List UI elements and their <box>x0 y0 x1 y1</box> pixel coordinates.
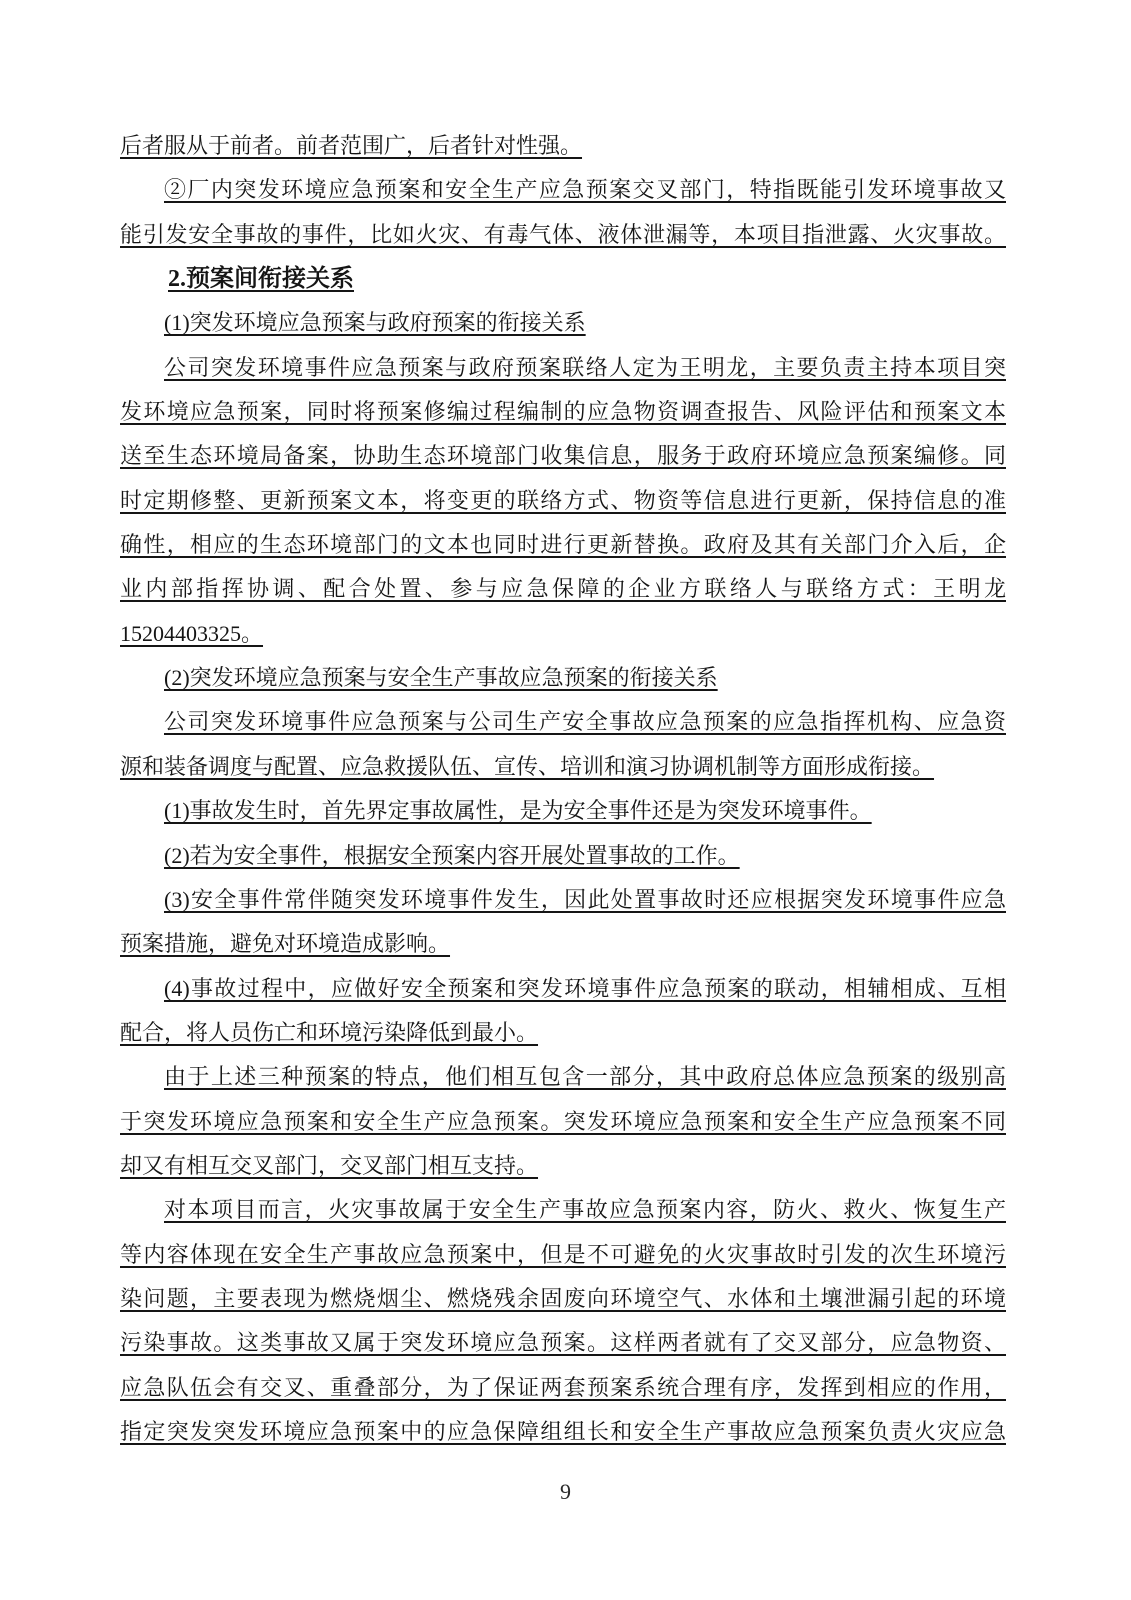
text-line: 由于上述三种预案的特点，他们相互包含一部分，其中政府总体应急预案的级别高 <box>164 1064 1006 1090</box>
text-line: (3)安全事件常伴随突发环境事件发生，因此处置事故时还应根据突发环境事件应急 <box>164 886 1006 912</box>
text-line: 配合，将人员伤亡和环境污染降低到最小。 <box>120 1019 539 1045</box>
text-line: 业内部指挥协调、配合处置、参与应急保障的企业方联络人与联络方式：王明龙 <box>120 576 1006 602</box>
text-line: 时定期修整、更新预案文本，将变更的联络方式、物资等信息进行更新，保持信息的准 <box>120 487 1006 513</box>
text-line: 15204403325。 <box>120 620 264 646</box>
text-line: (2)若为安全事件，根据安全预案内容开展处置事故的工作。 <box>164 842 740 868</box>
text-line: 能引发安全事故的事件，比如火灾、有毒气体、液体泄漏等，本项目指泄露、火灾事故。 <box>120 221 1006 247</box>
text-line: 后者服从于前者。前者范围广，后者针对性强。 <box>120 133 583 158</box>
text-line: (4)事故过程中，应做好安全预案和突发环境事件应急预案的联动，相辅相成、互相 <box>164 975 1006 1001</box>
text-line: 确性，相应的生态环境部门的文本也同时进行更新替换。政府及其有关部门介入后，企 <box>120 532 1006 558</box>
text-line: 预案措施，避免对环境造成影响。 <box>120 931 451 957</box>
text-line: 于突发环境应急预案和安全生产应急预案。突发环境应急预案和安全生产应急预案不同 <box>120 1108 1006 1134</box>
text-line: (2)突发环境应急预案与安全生产事故应急预案的衔接关系 <box>164 665 718 691</box>
text-block <box>120 124 1006 1454</box>
text-line: (1)突发环境应急预案与政府预案的衔接关系 <box>164 310 586 336</box>
section-heading: 2.预案间衔接关系 <box>168 266 354 293</box>
text-line: 等内容体现在安全生产事故应急预案中，但是不可避免的火灾事故时引发的次生环境污 <box>120 1241 1006 1267</box>
text-line: 指定突发突发环境应急预案中的应急保障组组长和安全生产事故应急预案负责火灾应急 <box>120 1418 1006 1444</box>
text-line: 却又有相互交叉部门，交叉部门相互支持。 <box>120 1152 539 1178</box>
text-line: (1)事故发生时，首先界定事故属性，是为安全事件还是为突发环境事件。 <box>164 798 872 824</box>
text-line: 送至生态环境局备案，协助生态环境部门收集信息，服务于政府环境应急预案编修。同 <box>120 443 1006 469</box>
text-line: 染问题，主要表现为燃烧烟尘、燃烧残余固废向环境空气、水体和土壤泄漏引起的环境 <box>120 1285 1006 1311</box>
text-line: 污染事故。这类事故又属于突发环境应急预案。这样两者就有了交叉部分，应急物资、 <box>120 1330 1006 1356</box>
text-line: 发环境应急预案，同时将预案修编过程编制的应急物资调查报告、风险评估和预案文本 <box>120 399 1006 425</box>
text-line: 对本项目而言，火灾事故属于安全生产事故应急预案内容，防火、救火、恢复生产 <box>164 1197 1006 1223</box>
page-number: 9 <box>560 1479 571 1504</box>
text-line: 应急队伍会有交叉、重叠部分，为了保证两套预案系统合理有序，发挥到相应的作用， <box>120 1374 1006 1400</box>
text-line: ②厂内突发环境应急预案和安全生产应急预案交叉部门，特指既能引发环境事故又 <box>164 177 1006 203</box>
text-line: 公司突发环境事件应急预案与政府预案联络人定为王明龙，主要负责主持本项目突 <box>164 354 1006 380</box>
text-line: 公司突发环境事件应急预案与公司生产安全事故应急预案的应急指挥机构、应急资 <box>164 709 1006 735</box>
text-line: 源和装备调度与配置、应急救援队伍、宣传、培训和演习协调机制等方面形成衔接。 <box>120 753 935 779</box>
